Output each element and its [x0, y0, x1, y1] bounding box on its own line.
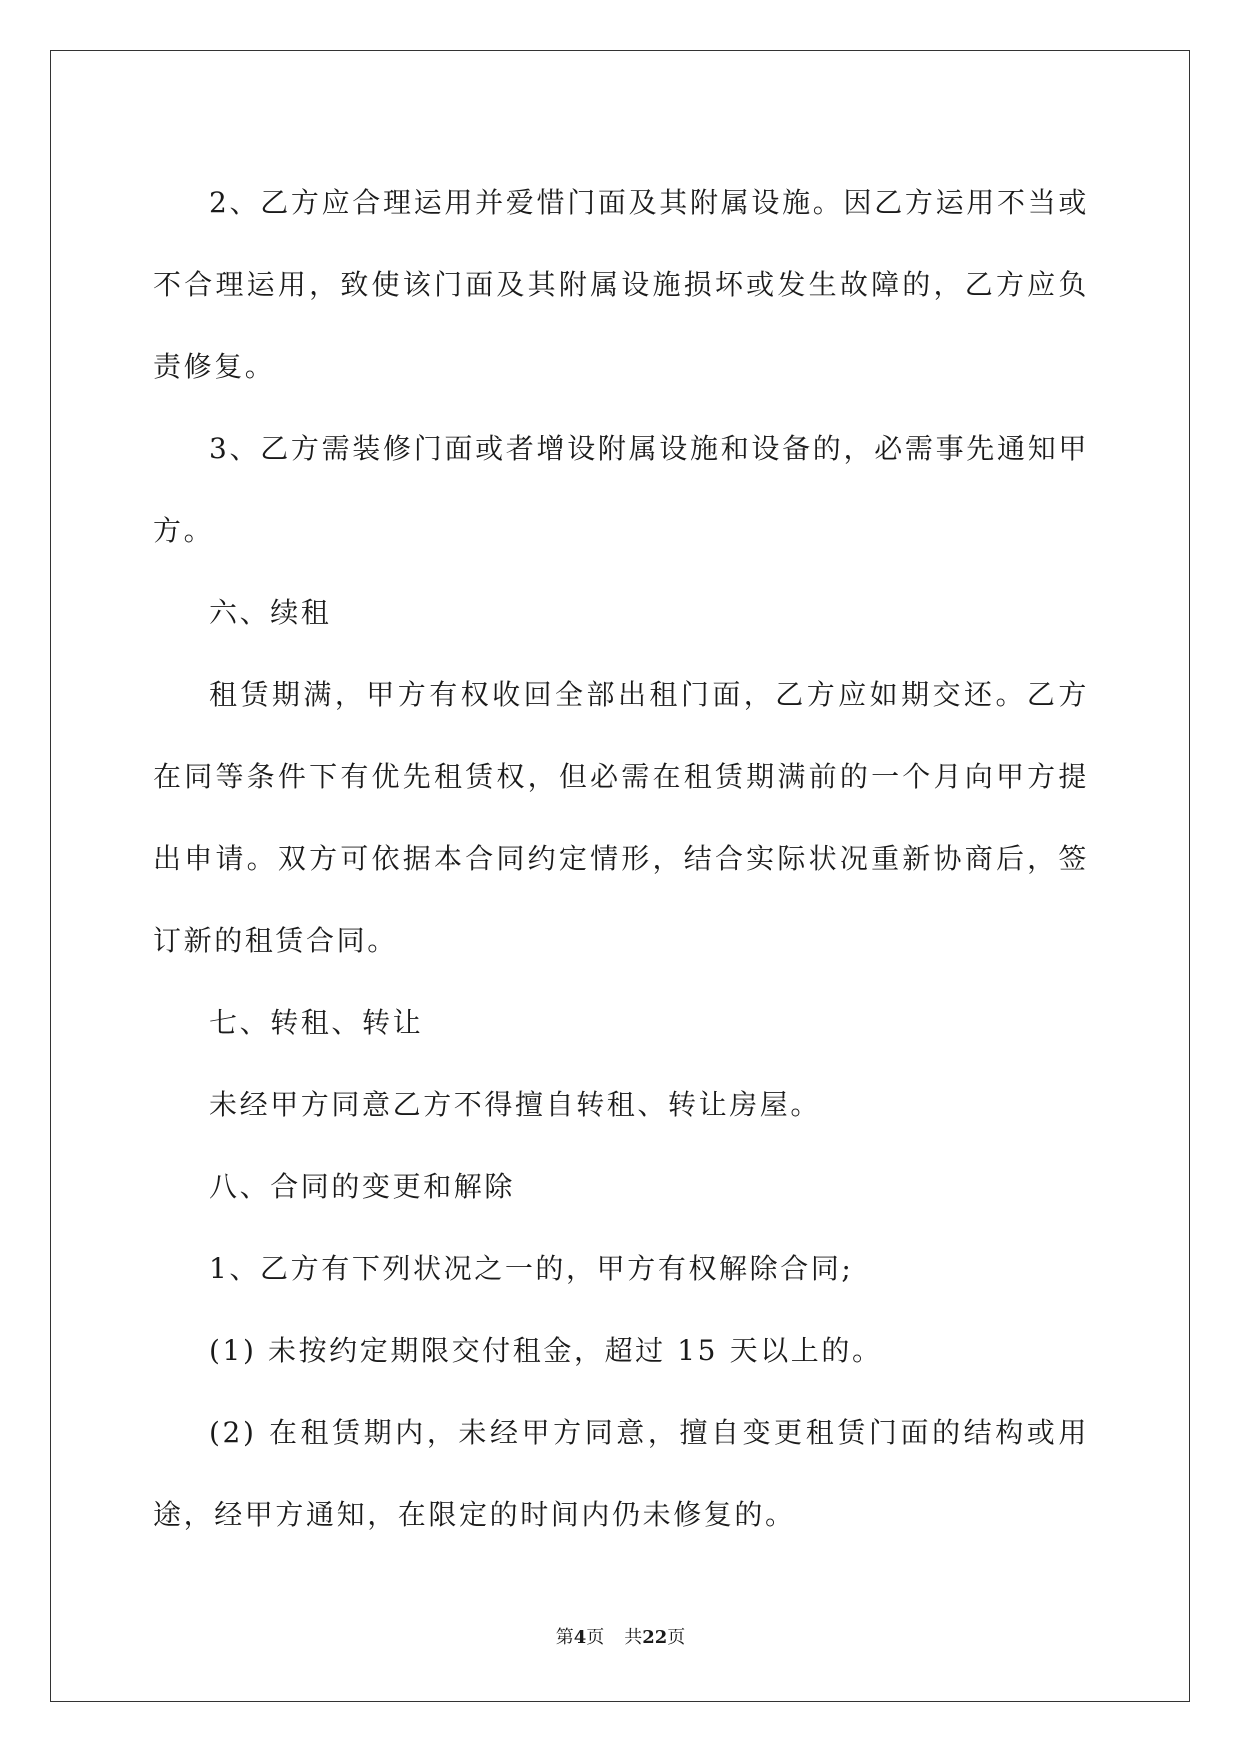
paragraph-sublease: 未经甲方同意乙方不得擅自转租、转让房屋。 [209, 1088, 822, 1121]
paragraph-clause-2: 2、乙方应合理运用并爱惜门面及其附属设施。因乙方运用不当或不合理运用，致使该门面及其附属设施损坏或发生故障的，乙方应负责修复。 [153, 186, 1089, 383]
paragraph-termination-item-1: (1) 未按约定期限交付租金，超过 15 天以上的。 [209, 1334, 883, 1367]
paragraph-clause-3: 3、乙方需装修门面或者增设附属设施和设备的，必需事先通知甲方。 [153, 432, 1089, 547]
paragraph-termination-item-2: (2) 在租赁期内，未经甲方同意，擅自变更租赁门面的结构或用途，经甲方通知，在限定的时间内仍未修复的。 [153, 1416, 1089, 1531]
section-heading-renewal: 六、续租 [209, 596, 332, 629]
footer-prefix: 第 [555, 1627, 574, 1648]
page-footer [0, 1626, 1241, 1650]
paragraph-renewal: 租赁期满，甲方有权收回全部出租门面，乙方应如期交还。乙方在同等条件下有优先租赁权，但必需在租赁期满前的一个月向甲方提出申请。双方可依据本合同约定情形，结合实际状况重新协商后，签订新的租赁合同。 [153, 678, 1089, 957]
footer-page-number: 4 [573, 1627, 587, 1648]
section-heading-change-termination: 八、合同的变更和解除 [209, 1170, 516, 1203]
paragraph-termination-clause-1: 1、乙方有下列状况之一的，甲方有权解除合同; [209, 1252, 854, 1285]
section-heading-sublease: 七、转租、转让 [209, 1006, 424, 1039]
footer-total-prefix: 共 [624, 1627, 643, 1648]
footer-total-suffix: 页 [667, 1627, 686, 1648]
footer-page-suffix: 页 [586, 1627, 605, 1648]
document-body [153, 162, 1089, 1556]
footer-total-pages: 22 [642, 1627, 668, 1648]
